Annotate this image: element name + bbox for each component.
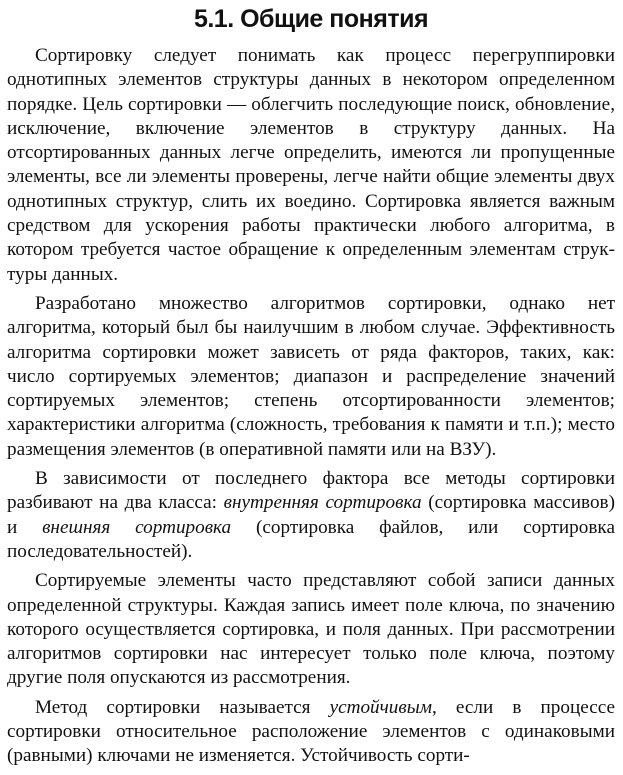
paragraph-text: (сортировка массивов) и bbox=[7, 492, 615, 538]
paragraph-stability bbox=[7, 696, 615, 769]
paragraph-text: , если в процессе сортировки относительное расположение элементов с одинаковыми (равными) ключами не изменяется. Устойчивость сорти- bbox=[7, 696, 615, 767]
term-stable: устойчивым bbox=[329, 696, 432, 718]
term-internal-sort: внутренняя сортировка bbox=[223, 492, 422, 514]
paragraph-sorting-definition: Сортировку следует понимать как процесс перегруппировки однотипных элементов структуры данных в некотором определенном порядке. Цель сортировки — облегчить последующие поиск, обновление, исключение, включение элементов в структуру данных. На отсортированных данных легче определить, имеются ли пропущенные элементы, все ли элементы проверены, легче найти общие элементы двух однотипных структур, слить их воедино. Сортировка является важным средством для ускорения работы практически любого алгоритма, в котором требуется частое обращение к определенным элементам структуры данных. bbox=[7, 45, 615, 285]
paragraph-text: (сортировка файлов, или сортировка последовательностей). bbox=[7, 516, 615, 562]
paragraph-sorting-classes bbox=[7, 467, 615, 564]
paragraph-record-keys: Сортируемые элементы часто представляют собой записи данных определенной структуры. Каждая запись имеет поле ключа, по значению которого осуществляется сортировка, и поля данных. При рассмотрении алгоритмов сортировки нас интересует только поле ключа, поэтому другие поля опускаются из рассмотрения. bbox=[7, 570, 615, 689]
section-title: 5.1. Общие понятия bbox=[193, 5, 429, 33]
paragraph-text: Метод сортировки называется bbox=[35, 696, 330, 718]
term-external-sort: внешняя сортировка bbox=[42, 516, 232, 538]
paragraph-sorting-efficiency: Разработано множество алгоритмов сортировки, однако нет алгоритма, который был бы наилучшим в любом случае. Эффективность алгоритма сортировки может зависеть от ряда факторов, таких, как: число сортируемых элементов; диапазон и распределение значений сортируемых элементов; степень отсортированности элементов; характеристики алгоритма (сложность, требования к памяти и т.п.); место размещения элементов (в оперативной памяти или на ВЗУ). bbox=[7, 292, 615, 460]
paragraph-text: В зависимости от последнего фактора все методы сортировки разбивают на два класса: bbox=[7, 468, 615, 514]
